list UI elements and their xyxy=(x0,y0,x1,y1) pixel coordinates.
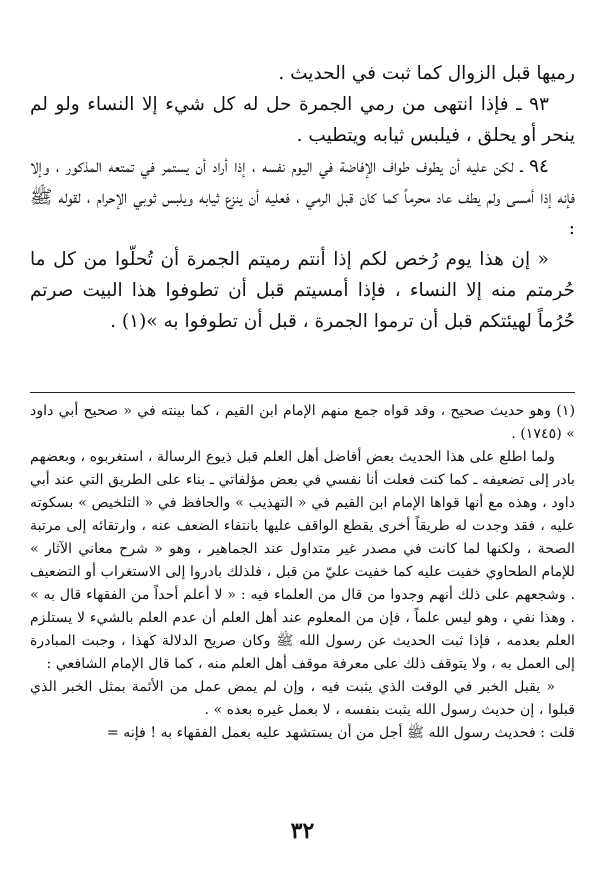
footnote-conclusion: قلت : فحديث رسول الله ﷺ أجل من أن يستشهد عليه بعمل الفقهاء به ! فإنه = xyxy=(106,725,575,741)
footnote-discussion: ولما اطلع على هذا الحديث بعض أفاضل أهل العلم قبل ذيوع الرسالة ، استغربوه ، وبعضهم بادر إلى تضعيفه ـ كما كنت فعلت أنا نفسي في بعض مؤلفاتي ـ بناء على الطريق التي عند أبي داود ، وهذه مع أنها قواها الإمام ابن القيم في « التهذيب » والحافظ في « التلخيص » بسكوته عليه ، فقد وجدت له طريقاً أخرى يقطع الواقف عليها بانتفاء الضعف عنه ، وارتقائه إلى مرتبة الصحة ، ولكنها لما كانت في مصدر غير متداول عند الجماهير ، وهو « شرح معاني الآثار » للإمام الطحاوي خفيت عليه كما خفيت عليّ من قبل ، فلذلك بادروا إلى الاستغراب أو التضعيف . وشجعهم على ذلك أنهم وجدوا من قال من العلماء فيه : « لا أعلم أحداً من الفقهاء قال به » . وهذا نفي ، وهو ليس علماً ، فإن من المعلوم عند أهل العلم أن عدم العلم بالشيء لا يستلزم العلم بعدمه ، فإذا ثبت الحديث عن رسول الله ﷺ وكان صريح الدلالة كهذا ، وجبت المبادرة إلى العمل به ، ولا يتوقف ذلك على معرفة موقف أهل العلم منه ، كما قال الإمام الشافعي : xyxy=(30,449,575,672)
page-number: ٣٢ xyxy=(290,818,315,844)
hadith-quote: « إن هذا يوم رُخص لكم إذا أنتم رميتم الجمرة أن تُحلّوا من كل ما حُرمتم منه إلا النساء ، فإذا أمسيتم قبل أن تطوفوا هذا البيت صرتم حُرُماً لهيئتكم قبل أن ترموا الجمرة ، قبل أن تطوفوا به »(١) . xyxy=(30,249,575,332)
footnotes xyxy=(30,400,575,745)
footnote-shafii-quote: « يقبل الخبر في الوقت الذي يثبت فيه ، وإن لم يمض عمل من الأئمة بمثل الخبر الذي قبلوا ، إن حديث رسول الله يثبت بنفسه ، لا بعمل غيره بعده » . xyxy=(30,679,575,718)
footnote-1: (١) وهو حديث صحيح ، وقد قواه جمع منهم الإمام ابن القيم ، كما بينته في « صحيح أبي داود » (١٧٤٥) . xyxy=(30,403,575,442)
footnote-divider xyxy=(30,392,575,393)
main-text xyxy=(30,58,575,337)
main-paragraph-1: رميها قبل الزوال كما ثبت في الحديث . xyxy=(278,63,575,84)
main-paragraph-93: ٩٣ ـ فإذا انتهى من رمي الجمرة حل له كل شيء إلا النساء ولو لم ينحر أو يحلق ، فيلبس ثيابه ويتطيب . xyxy=(30,94,575,146)
main-paragraph-94: ٩٤ ـ لكن عليه أن يطوف طواف الإفاضة في اليوم نفسه ، إذا أراد أن يستمر في تمتعه المذكور ، وإلا فإنه إذا أمسى ولم يطف عاد محرماً كما كان قبل الرمي ، فعليه أن ينزع ثيابه ويلبس ثوبي الإحرام ، لقوله ﷺ : xyxy=(30,156,575,239)
